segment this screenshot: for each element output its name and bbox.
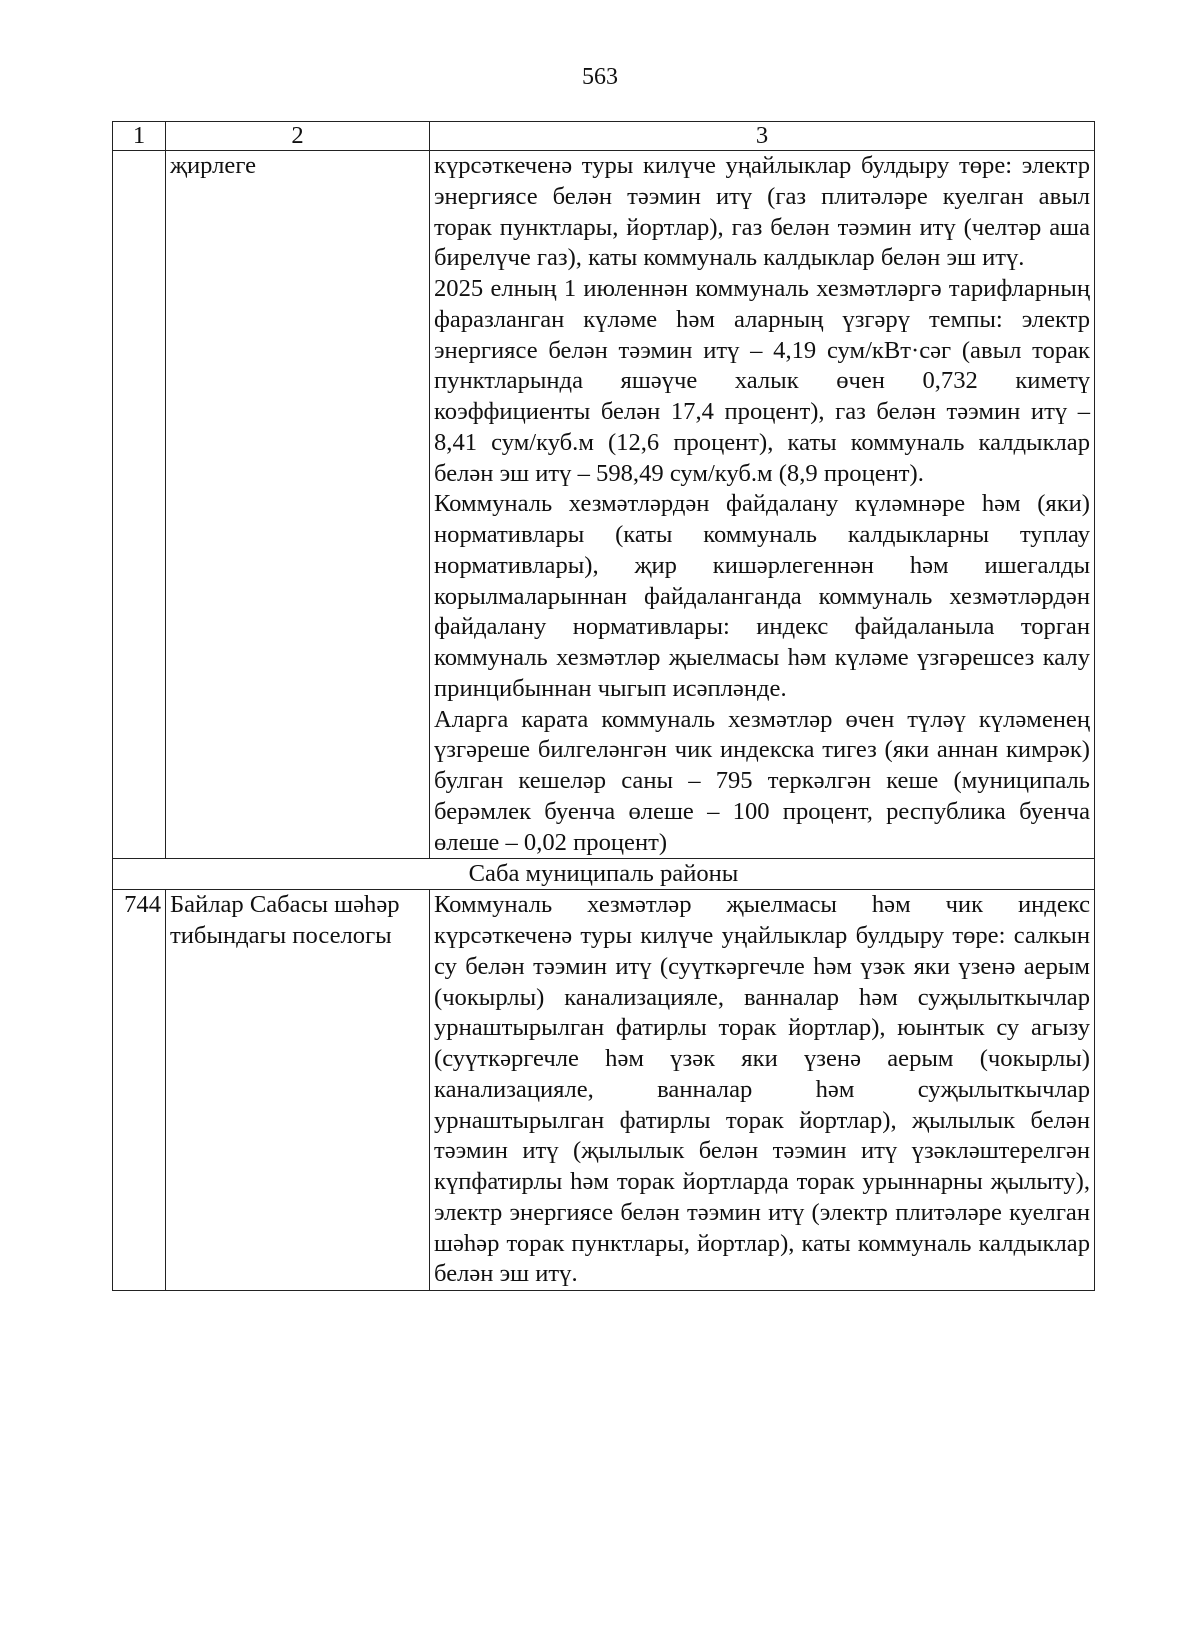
table-row-744 — [113, 890, 1095, 1291]
settlement-name: Байлар Сабасы шәһәр тибындагы поселогы — [166, 890, 430, 1291]
table-row-continued — [113, 151, 1095, 859]
section-row — [113, 859, 1095, 890]
description-paragraph: Коммуналь хезмәтләрдән файдалану күләмнәре һәм (яки) нормативлары (каты коммуналь калдыкларны туплау нормативлары), җир кишәрлегеннән һәм ишегалды корылмаларыннан файдаланганда коммуналь хезмәтләрдән файдалану нормативлары: индекс файдаланыла торган коммуналь хезмәтләр җыелмасы һәм күләме үзгәрешсез калу принцибыннан чыгып исәпләнде. — [434, 490, 1090, 702]
description-paragraph: күрсәткеченә туры килүче уңайлыклар булдыру төре: электр энергиясе белән тәэмин итү (газ плитәләре куелган авыл торак пунктлары, йортлар), газ белән тәэмин итү (челтәр аша бирелүче газ), каты коммуналь калдыклар белән эш итү. — [434, 152, 1090, 272]
header-cell-2: 2 — [166, 122, 430, 151]
page-number: 563 — [582, 64, 618, 90]
header-cell-3: 3 — [430, 122, 1095, 151]
description-cell — [430, 890, 1095, 1291]
description-paragraph: 2025 елның 1 июленнән коммуналь хезмәтләргә тарифларның фаразланган күләме һәм аларның үзгәрү темпы: электр энергиясе белән тәэмин итү – 4,19 сум/кВт·сәг (авыл торак пунктларында яшәүче халык өчен 0,732 киметү коэффициенты белән 17,4 процент), газ белән тәэмин итү – 8,41 сум/куб.м (12,6 процент), каты коммуналь калдыклар белән эш итү – 598,49 сум/куб.м (8,9 процент). — [434, 275, 1090, 487]
description-paragraph: Аларга карата коммуналь хезмәтләр өчен түләү күләменең үзгәреше билгеләнгән чик индекска тигез (яки аннан кимрәк) булган кешеләр саны – 795 теркәлгән кеше (муниципаль берәмлек буенча өлеше – 100 процент, республика буенча өлеше – 0,02 процент) — [434, 705, 1090, 856]
header-cell-1: 1 — [113, 122, 166, 151]
settlement-name: җирлеге — [166, 151, 430, 859]
tariff-table — [112, 121, 1095, 1291]
row-number: 744 — [113, 890, 166, 1291]
table-header-row — [113, 122, 1095, 151]
row-number — [113, 151, 166, 859]
description-paragraph: Коммуналь хезмәтләр җыелмасы һәм чик индекс күрсәткеченә туры килүче уңайлыклар булдыру төре: салкын су белән тәэмин итү (суүткәргечле һәм үзәк яки үзенә аерым (чокырлы) канализацияле, ванналар һәм суҗылыткычлар урнаштырылган фатирлы торак йортлар), юынтык су агызу (суүткәргечле һәм үзәк яки үзенә аерым (чокырлы) канализацияле, ванналар һәм суҗылыткычлар урнаштырылган фатирлы торак йортлар), җылылык белән тәэмин итү (җылылык белән тәэмин итү үзәкләштерелгән күпфатирлы һәм торак йортларда торак урыннарны җылыту), электр энергиясе белән тәэмин итү (электр плитәләре куелган шәһәр торак пунктлары, йортлар), каты коммуналь калдыклар белән эш итү. — [434, 891, 1090, 1288]
section-title: Саба муниципаль районы — [113, 859, 1095, 890]
description-cell — [430, 151, 1095, 859]
